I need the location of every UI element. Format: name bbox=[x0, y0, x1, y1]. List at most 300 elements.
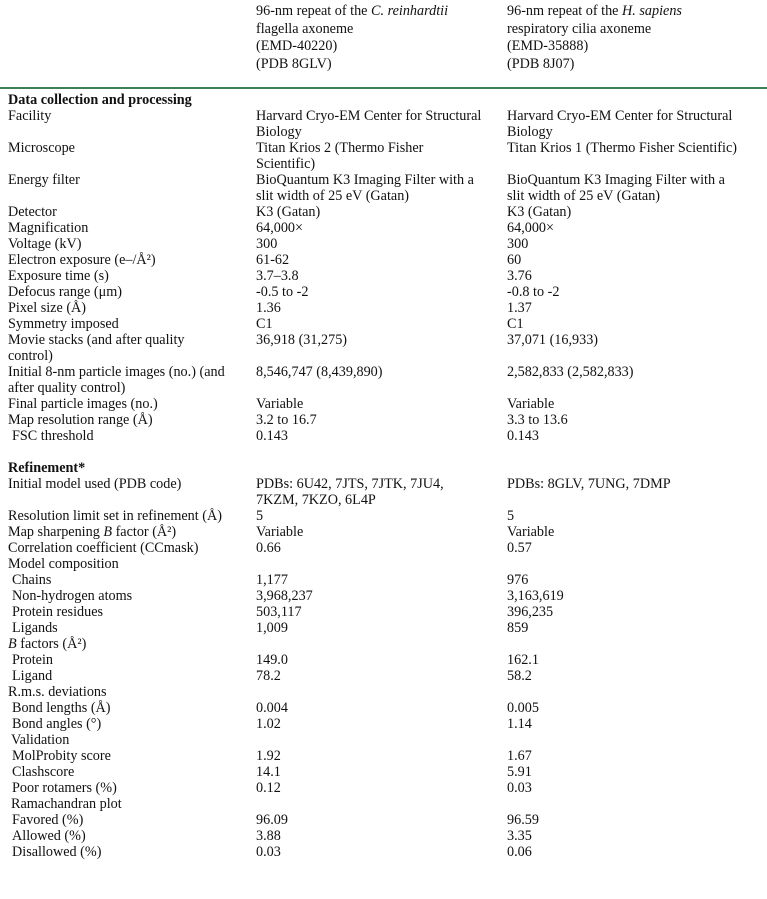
label-text: FSC threshold bbox=[12, 428, 94, 444]
row-label bbox=[0, 732, 256, 748]
value-chlamydomonas bbox=[256, 732, 507, 748]
value-chlamydomonas bbox=[256, 172, 507, 204]
label-text: Map resolution range (Å) bbox=[8, 412, 153, 428]
table-row bbox=[0, 476, 767, 508]
label-italic: B bbox=[103, 524, 113, 540]
header-text: respiratory cilia axoneme bbox=[507, 20, 652, 37]
table-row bbox=[0, 700, 767, 716]
value-human bbox=[507, 780, 767, 796]
row-label bbox=[0, 204, 256, 220]
value-human bbox=[507, 332, 767, 364]
cell-text: Variable bbox=[256, 396, 304, 412]
table-row bbox=[0, 236, 767, 252]
cell-text: 3,163,619 bbox=[507, 588, 564, 604]
cell-text: 61-62 bbox=[256, 252, 290, 268]
row-label bbox=[0, 844, 256, 860]
cell-text: 7KZM, 7KZO, 6L4P bbox=[256, 492, 376, 508]
table-body bbox=[0, 89, 767, 860]
cell-text: 5 bbox=[507, 508, 515, 524]
cell-text: 1.36 bbox=[256, 300, 281, 316]
value-human bbox=[507, 428, 767, 444]
value-chlamydomonas bbox=[256, 556, 507, 572]
header-text: 96-nm repeat of the bbox=[256, 3, 372, 19]
cell-text: 300 bbox=[256, 236, 278, 252]
cell-text: 300 bbox=[507, 236, 529, 252]
row-label bbox=[0, 428, 256, 444]
label-text: Resolution limit set in refinement (Å) bbox=[8, 508, 222, 524]
value-human bbox=[507, 796, 767, 812]
label-text: Ligand bbox=[12, 668, 53, 684]
cell-text: 0.06 bbox=[507, 844, 532, 860]
table-row bbox=[0, 252, 767, 268]
row-label bbox=[0, 364, 256, 396]
value-chlamydomonas bbox=[256, 476, 507, 508]
value-human bbox=[507, 316, 767, 332]
label-text: Initial 8-nm particle images (no.) (and bbox=[8, 364, 225, 380]
value-chlamydomonas bbox=[256, 140, 507, 172]
label-text: Map sharpening bbox=[8, 524, 104, 540]
cell-text: 976 bbox=[507, 572, 529, 588]
table-row bbox=[0, 508, 767, 524]
value-chlamydomonas bbox=[256, 796, 507, 812]
table-row bbox=[0, 268, 767, 284]
cell-text: 162.1 bbox=[507, 652, 539, 668]
value-human bbox=[507, 828, 767, 844]
label-text: Allowed (%) bbox=[12, 828, 86, 844]
label-text: Model composition bbox=[8, 556, 119, 572]
cell-text: 96.09 bbox=[256, 812, 288, 828]
row-label bbox=[0, 540, 256, 556]
row-label bbox=[0, 620, 256, 636]
cell-text: 64,000× bbox=[256, 220, 304, 236]
table-row bbox=[0, 796, 767, 812]
cell-text: 3.7–3.8 bbox=[256, 268, 299, 284]
row-label bbox=[0, 812, 256, 828]
header-empty-cell bbox=[0, 3, 256, 87]
label-text: Initial model used (PDB code) bbox=[8, 476, 182, 492]
label-text: Energy filter bbox=[8, 172, 80, 188]
cell-text: -0.5 to -2 bbox=[256, 284, 309, 300]
cell-text: slit width of 25 eV (Gatan) bbox=[507, 188, 661, 204]
label-text: Clashscore bbox=[12, 764, 75, 780]
label-text: Protein bbox=[12, 652, 53, 668]
row-label bbox=[0, 716, 256, 732]
value-human bbox=[507, 268, 767, 284]
row-label bbox=[0, 700, 256, 716]
value-chlamydomonas bbox=[256, 204, 507, 220]
cell-text: Biology bbox=[507, 124, 553, 140]
cell-text: K3 (Gatan) bbox=[507, 204, 572, 220]
label-text: Voltage (kV) bbox=[8, 236, 82, 252]
cell-text: 36,918 (31,275) bbox=[256, 332, 348, 348]
value-human bbox=[507, 300, 767, 316]
cell-text: 3.35 bbox=[507, 828, 532, 844]
cell-text: Titan Krios 2 (Thermo Fisher bbox=[256, 140, 424, 156]
cell-text: 1.92 bbox=[256, 748, 281, 764]
label-text: after quality control) bbox=[8, 380, 126, 396]
value-human bbox=[507, 556, 767, 572]
value-human bbox=[507, 572, 767, 588]
value-human bbox=[507, 540, 767, 556]
cell-text: Titan Krios 1 (Thermo Fisher Scientific) bbox=[507, 140, 737, 156]
value-chlamydomonas bbox=[256, 716, 507, 732]
value-human bbox=[507, 716, 767, 732]
value-human bbox=[507, 748, 767, 764]
header-text: flagella axoneme bbox=[256, 20, 354, 37]
emdb-id: (EMD-35888) bbox=[507, 38, 589, 54]
table-row bbox=[0, 204, 767, 220]
value-human bbox=[507, 476, 767, 508]
value-human bbox=[507, 252, 767, 268]
table-row bbox=[0, 748, 767, 764]
label-text: Ligands bbox=[12, 620, 58, 636]
value-human bbox=[507, 636, 767, 652]
row-label bbox=[0, 604, 256, 620]
value-chlamydomonas bbox=[256, 844, 507, 860]
label-text: factors (Å²) bbox=[16, 636, 87, 652]
row-label bbox=[0, 588, 256, 604]
value-human bbox=[507, 108, 767, 140]
cell-text: PDBs: 8GLV, 7UNG, 7DMP bbox=[507, 476, 671, 492]
label-text: Refinement* bbox=[8, 460, 86, 476]
row-label bbox=[0, 668, 256, 684]
cell-text: 5.91 bbox=[507, 764, 532, 780]
cell-text: 58.2 bbox=[507, 668, 532, 684]
value-chlamydomonas bbox=[256, 396, 507, 412]
cell-text: 1,177 bbox=[256, 572, 288, 588]
value-human bbox=[507, 396, 767, 412]
row-label bbox=[0, 140, 256, 172]
value-chlamydomonas bbox=[256, 300, 507, 316]
label-text: factor (Å²) bbox=[112, 524, 177, 540]
cell-text: 0.12 bbox=[256, 780, 281, 796]
cell-text: Harvard Cryo-EM Center for Structural bbox=[256, 108, 482, 124]
table-row bbox=[0, 828, 767, 844]
row-label bbox=[0, 236, 256, 252]
value-chlamydomonas bbox=[256, 588, 507, 604]
row-label bbox=[0, 556, 256, 572]
cell-text: C1 bbox=[256, 316, 273, 332]
table-row bbox=[0, 364, 767, 396]
label-text: Pixel size (Å) bbox=[8, 300, 87, 316]
value-human bbox=[507, 684, 767, 700]
pdb-id: (PDB 8J07) bbox=[507, 55, 575, 72]
value-chlamydomonas bbox=[256, 684, 507, 700]
value-human bbox=[507, 812, 767, 828]
table-row bbox=[0, 732, 767, 748]
value-chlamydomonas bbox=[256, 316, 507, 332]
row-label bbox=[0, 252, 256, 268]
value-human bbox=[507, 668, 767, 684]
label-text: R.m.s. deviations bbox=[8, 684, 107, 700]
label-text: Electron exposure (e–/Å²) bbox=[8, 252, 156, 268]
value-human bbox=[507, 236, 767, 252]
row-label bbox=[0, 748, 256, 764]
cell-text: Scientific) bbox=[256, 156, 316, 172]
label-text: Data collection and processing bbox=[8, 92, 192, 108]
row-label bbox=[0, 172, 256, 204]
table-row bbox=[0, 412, 767, 428]
cell-text: BioQuantum K3 Imaging Filter with a bbox=[256, 172, 474, 188]
cell-text: Variable bbox=[256, 524, 304, 540]
cell-text: 0.143 bbox=[256, 428, 288, 444]
row-label bbox=[0, 828, 256, 844]
cell-text: Biology bbox=[256, 124, 302, 140]
table-row bbox=[0, 316, 767, 332]
value-human bbox=[507, 844, 767, 860]
value-human bbox=[507, 220, 767, 236]
value-human bbox=[507, 524, 767, 540]
cell-text: 3.76 bbox=[507, 268, 532, 284]
table-row bbox=[0, 556, 767, 572]
label-text: Disallowed (%) bbox=[12, 844, 102, 860]
value-human bbox=[507, 620, 767, 636]
value-human bbox=[507, 732, 767, 748]
table-header bbox=[0, 0, 767, 89]
value-chlamydomonas bbox=[256, 364, 507, 396]
row-label bbox=[0, 284, 256, 300]
label-text: Magnification bbox=[8, 220, 89, 236]
value-human bbox=[507, 604, 767, 620]
table-row bbox=[0, 300, 767, 316]
value-chlamydomonas bbox=[256, 268, 507, 284]
header-text: 96-nm repeat of the bbox=[507, 3, 623, 19]
row-label bbox=[0, 396, 256, 412]
value-chlamydomonas bbox=[256, 524, 507, 540]
cell-text: 96.59 bbox=[507, 812, 539, 828]
value-human bbox=[507, 508, 767, 524]
cell-text: 0.03 bbox=[256, 844, 281, 860]
row-label bbox=[0, 524, 256, 540]
cell-text: 1.67 bbox=[507, 748, 532, 764]
value-human bbox=[507, 92, 767, 108]
cell-text: 503,117 bbox=[256, 604, 302, 620]
label-text: Non-hydrogen atoms bbox=[12, 588, 133, 604]
cell-text: 1.14 bbox=[507, 716, 532, 732]
row-label bbox=[0, 652, 256, 668]
label-text: Ramachandran plot bbox=[11, 796, 122, 812]
cell-text: 14.1 bbox=[256, 764, 281, 780]
row-label bbox=[0, 476, 256, 508]
cell-text: 8,546,747 (8,439,890) bbox=[256, 364, 383, 380]
header-col-human bbox=[507, 3, 767, 87]
label-text: Movie stacks (and after quality bbox=[8, 332, 185, 348]
value-chlamydomonas bbox=[256, 828, 507, 844]
cell-text: 0.143 bbox=[507, 428, 539, 444]
table-row bbox=[0, 572, 767, 588]
table-row bbox=[0, 540, 767, 556]
row-label bbox=[0, 92, 256, 108]
cell-text: BioQuantum K3 Imaging Filter with a bbox=[507, 172, 725, 188]
cell-text: C1 bbox=[507, 316, 524, 332]
species-name: C. reinhardtii bbox=[371, 3, 449, 19]
table-row bbox=[0, 220, 767, 236]
cell-text: -0.8 to -2 bbox=[507, 284, 560, 300]
table-row bbox=[0, 332, 767, 364]
cell-text: 3.88 bbox=[256, 828, 281, 844]
table-row bbox=[0, 684, 767, 700]
cell-text: 0.004 bbox=[256, 700, 288, 716]
cell-text: 60 bbox=[507, 252, 522, 268]
value-chlamydomonas bbox=[256, 508, 507, 524]
label-text: Final particle images (no.) bbox=[8, 396, 158, 412]
value-chlamydomonas bbox=[256, 108, 507, 140]
row-label bbox=[0, 780, 256, 796]
row-label bbox=[0, 412, 256, 428]
cell-text: Harvard Cryo-EM Center for Structural bbox=[507, 108, 733, 124]
value-chlamydomonas bbox=[256, 636, 507, 652]
cell-text: 2,582,833 (2,582,833) bbox=[507, 364, 634, 380]
spacer-row bbox=[0, 444, 767, 460]
cell-text: PDBs: 6U42, 7JTS, 7JTK, 7JU4, bbox=[256, 476, 444, 492]
value-chlamydomonas bbox=[256, 460, 507, 476]
species-name: H. sapiens bbox=[622, 3, 682, 19]
table-row bbox=[0, 844, 767, 860]
table-row bbox=[0, 140, 767, 172]
label-text: Bond lengths (Å) bbox=[12, 700, 111, 716]
value-human bbox=[507, 172, 767, 204]
cell-text: 3.3 to 13.6 bbox=[507, 412, 568, 428]
value-chlamydomonas bbox=[256, 700, 507, 716]
label-text: Protein residues bbox=[12, 604, 104, 620]
label-text: Facility bbox=[8, 108, 52, 124]
cell-text: 1.02 bbox=[256, 716, 281, 732]
value-human bbox=[507, 700, 767, 716]
value-chlamydomonas bbox=[256, 748, 507, 764]
table-row bbox=[0, 396, 767, 412]
section-heading bbox=[0, 92, 767, 108]
label-text: Microscope bbox=[8, 140, 75, 156]
cell-text: 37,071 (16,933) bbox=[507, 332, 599, 348]
value-chlamydomonas bbox=[256, 764, 507, 780]
cell-text: 859 bbox=[507, 620, 529, 636]
label-text: Exposure time (s) bbox=[8, 268, 109, 284]
label-italic: B bbox=[8, 636, 17, 652]
value-human bbox=[507, 588, 767, 604]
cell-text: 1,009 bbox=[256, 620, 288, 636]
table-row bbox=[0, 428, 767, 444]
row-label bbox=[0, 764, 256, 780]
cell-text: Variable bbox=[507, 396, 555, 412]
cell-text: K3 (Gatan) bbox=[256, 204, 321, 220]
value-chlamydomonas bbox=[256, 604, 507, 620]
cell-text: 78.2 bbox=[256, 668, 281, 684]
table-row bbox=[0, 812, 767, 828]
value-chlamydomonas bbox=[256, 252, 507, 268]
value-human bbox=[507, 364, 767, 396]
row-label bbox=[0, 572, 256, 588]
table-row bbox=[0, 172, 767, 204]
value-human bbox=[507, 412, 767, 428]
cell-text: 64,000× bbox=[507, 220, 555, 236]
emdb-id: (EMD-40220) bbox=[256, 38, 338, 54]
row-label bbox=[0, 268, 256, 284]
value-human bbox=[507, 460, 767, 476]
label-text: Chains bbox=[12, 572, 52, 588]
value-chlamydomonas bbox=[256, 236, 507, 252]
cell-text: 3.2 to 16.7 bbox=[256, 412, 317, 428]
table-row bbox=[0, 668, 767, 684]
value-human bbox=[507, 764, 767, 780]
label-text: Defocus range (μm) bbox=[8, 284, 122, 300]
label-text: control) bbox=[8, 348, 53, 364]
value-chlamydomonas bbox=[256, 572, 507, 588]
cell-text: 0.66 bbox=[256, 540, 281, 556]
row-label bbox=[0, 460, 256, 476]
value-chlamydomonas bbox=[256, 412, 507, 428]
value-human bbox=[507, 204, 767, 220]
value-chlamydomonas bbox=[256, 284, 507, 300]
value-chlamydomonas bbox=[256, 668, 507, 684]
label-text: MolProbity score bbox=[12, 748, 111, 764]
value-chlamydomonas bbox=[256, 540, 507, 556]
table-row bbox=[0, 652, 767, 668]
row-label bbox=[0, 300, 256, 316]
table-row bbox=[0, 284, 767, 300]
table-row bbox=[0, 716, 767, 732]
value-human bbox=[507, 284, 767, 300]
table-row bbox=[0, 604, 767, 620]
value-chlamydomonas bbox=[256, 780, 507, 796]
table-row bbox=[0, 620, 767, 636]
cell-text: 0.03 bbox=[507, 780, 532, 796]
row-label bbox=[0, 684, 256, 700]
row-label bbox=[0, 508, 256, 524]
value-chlamydomonas bbox=[256, 620, 507, 636]
value-chlamydomonas bbox=[256, 220, 507, 236]
value-chlamydomonas bbox=[256, 812, 507, 828]
cell-text: slit width of 25 eV (Gatan) bbox=[256, 188, 410, 204]
table-row bbox=[0, 636, 767, 652]
table-row bbox=[0, 108, 767, 140]
cell-text: 396,235 bbox=[507, 604, 554, 620]
table-row bbox=[0, 764, 767, 780]
label-text: Bond angles (°) bbox=[12, 716, 102, 732]
row-label bbox=[0, 636, 256, 652]
table-row bbox=[0, 588, 767, 604]
value-chlamydomonas bbox=[256, 428, 507, 444]
label-text: Favored (%) bbox=[12, 812, 84, 828]
row-label bbox=[0, 220, 256, 236]
row-label bbox=[0, 332, 256, 364]
pdb-id: (PDB 8GLV) bbox=[256, 55, 332, 72]
value-chlamydomonas bbox=[256, 652, 507, 668]
table-row bbox=[0, 780, 767, 796]
cell-text: 1.37 bbox=[507, 300, 532, 316]
cell-text: Variable bbox=[507, 524, 555, 540]
value-human bbox=[507, 140, 767, 172]
value-human bbox=[507, 652, 767, 668]
row-label bbox=[0, 796, 256, 812]
header-col-chlamydomonas bbox=[256, 3, 507, 87]
label-text: Detector bbox=[8, 204, 57, 220]
label-text: Symmetry imposed bbox=[8, 316, 119, 332]
row-label bbox=[0, 108, 256, 140]
cell-text: 0.005 bbox=[507, 700, 539, 716]
cell-text: 0.57 bbox=[507, 540, 532, 556]
label-text: Poor rotamers (%) bbox=[12, 780, 117, 796]
cell-text: 149.0 bbox=[256, 652, 288, 668]
section-heading bbox=[0, 460, 767, 476]
value-chlamydomonas bbox=[256, 332, 507, 364]
label-text: Validation bbox=[11, 732, 70, 748]
row-label bbox=[0, 316, 256, 332]
cell-text: 5 bbox=[256, 508, 264, 524]
cell-text: 3,968,237 bbox=[256, 588, 313, 604]
table-row bbox=[0, 524, 767, 540]
label-text: Correlation coefficient (CCmask) bbox=[8, 540, 199, 556]
value-chlamydomonas bbox=[256, 92, 507, 108]
